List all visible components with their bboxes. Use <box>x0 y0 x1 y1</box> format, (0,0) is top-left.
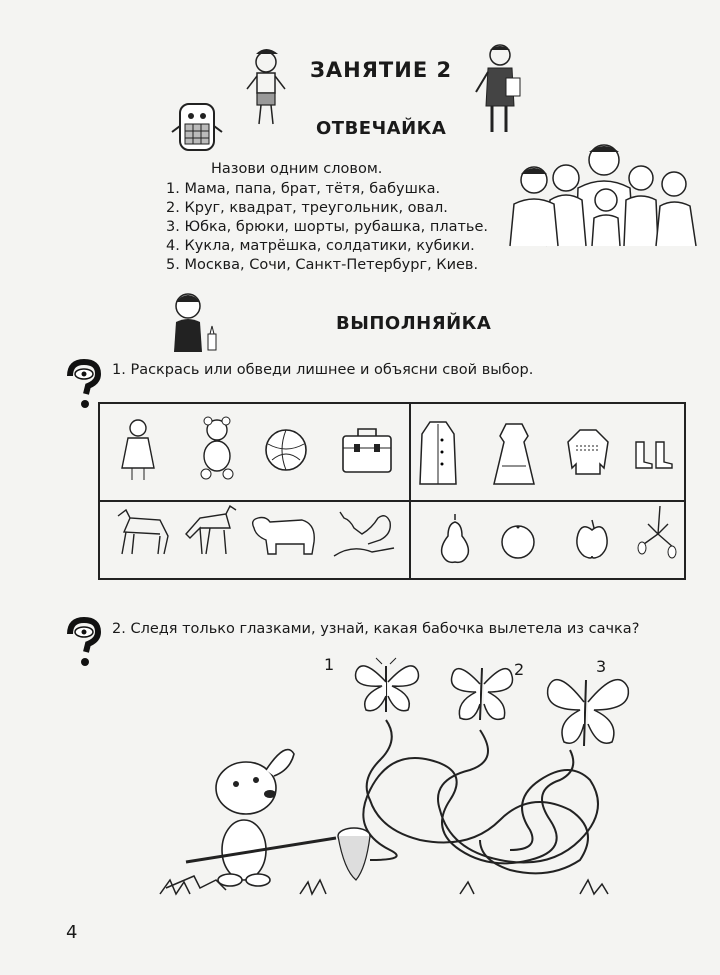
butterfly-number-2: 2 <box>514 660 525 679</box>
coat-icon[interactable] <box>418 420 458 486</box>
task-2-text: 2. Следя только глазками, узнай, какая бабочка вылетела из сачка? <box>112 621 640 637</box>
fox-icon[interactable] <box>180 504 240 556</box>
orange-icon[interactable] <box>500 524 536 560</box>
squirrel-icon[interactable] <box>332 508 396 558</box>
word-list <box>166 180 488 275</box>
pear-icon[interactable] <box>438 512 472 564</box>
robot-phone-icon <box>170 96 224 156</box>
question-eye-icon-2 <box>64 618 106 668</box>
doll-icon[interactable] <box>118 416 158 482</box>
list-item: 2. Круг, квадрат, треугольник, овал. <box>166 200 448 216</box>
boy-with-toy-icon <box>166 290 226 354</box>
ball-icon[interactable] <box>264 428 308 472</box>
boots-icon[interactable] <box>632 440 676 470</box>
list-item: 4. Кукла, матрёшка, солдатики, кубики. <box>166 238 475 254</box>
dog-with-net-icon <box>186 740 376 890</box>
list-item: 5. Москва, Сочи, Санкт-Петербург, Киев. <box>166 257 479 273</box>
teddy-bear-icon[interactable] <box>194 416 240 480</box>
sweater-icon[interactable] <box>566 428 610 476</box>
wolf-icon[interactable] <box>114 506 174 556</box>
section-heading-otvechayka: ОТВЕЧАЙКА <box>316 118 447 139</box>
list-item: 1. Мама, папа, брат, тётя, бабушка. <box>166 181 441 197</box>
boy-figure-icon <box>244 44 290 128</box>
family-group-icon <box>506 138 702 246</box>
task-1-text: 1. Раскрась или обведи лишнее и объясни свой выбор. <box>112 362 534 378</box>
briefcase-icon[interactable] <box>340 426 394 474</box>
section-heading-vypolnyayka: ВЫПОЛНЯЙКА <box>336 313 492 334</box>
page-title: ЗАНЯТИЕ 2 <box>310 58 453 82</box>
grass-decoration <box>160 876 630 896</box>
apple-icon[interactable] <box>574 518 610 560</box>
teacher-figure-icon <box>476 40 528 136</box>
dress-icon[interactable] <box>492 422 536 488</box>
section-intro: Назови одним словом. <box>211 161 383 177</box>
page-number: 4 <box>66 922 78 943</box>
butterfly-number-3: 3 <box>596 657 607 676</box>
leaf-branch-icon[interactable] <box>634 504 684 564</box>
list-item: 3. Юбка, брюки, шорты, рубашка, платье. <box>166 219 489 235</box>
butterfly-number-1: 1 <box>324 655 335 674</box>
polar-bear-icon[interactable] <box>246 512 318 556</box>
